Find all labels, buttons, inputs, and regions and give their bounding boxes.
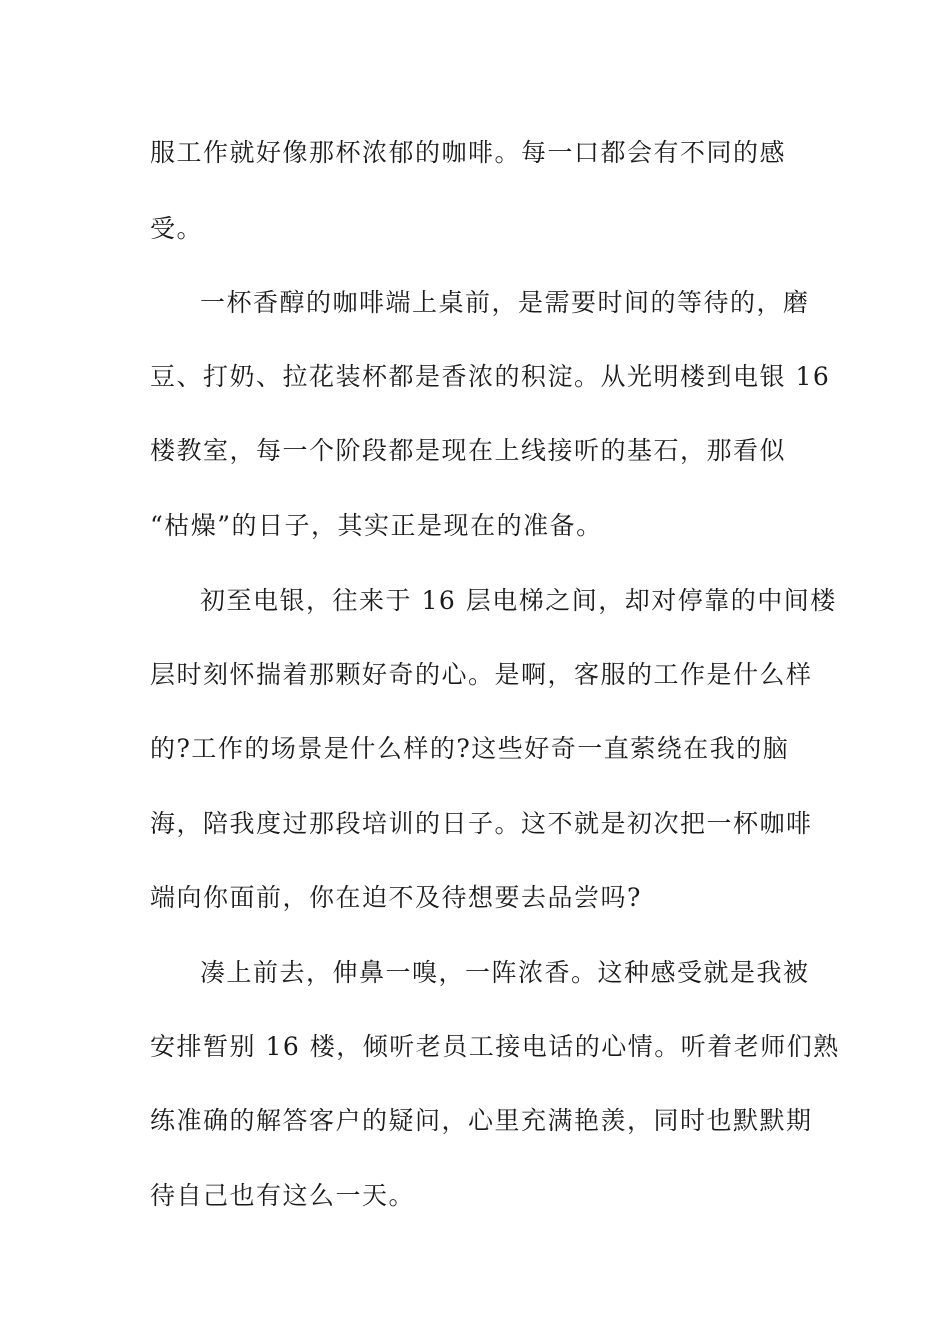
- paragraph-start-line: 初至电银，往来于 16 层电梯之间，却对停靠的中间楼: [200, 586, 837, 615]
- text-line: 豆、打奶、拉花装杯都是香浓的积淀。从光明楼到电银 16: [150, 362, 831, 391]
- text-line: 海，陪我度过那段培训的日子。这不就是初次把一杯咖啡: [150, 809, 813, 838]
- paragraph-start-line: 凑上前去，伸鼻一嗅，一阵浓香。这种感受就是我被: [200, 958, 810, 987]
- text-line: 练准确的解答客户的疑问，心里充满艳羡，同时也默默期: [150, 1106, 813, 1135]
- text-line: “枯燥”的日子，其实正是现在的准备。: [150, 511, 603, 540]
- text-line: 受。: [150, 214, 204, 243]
- text-line: 服工作就好像那杯浓郁的咖啡。每一口都会有不同的感: [150, 138, 787, 167]
- paragraph-start-line: 一杯香醇的咖啡端上桌前，是需要时间的等待的，磨: [200, 288, 810, 317]
- text-line: 层时刻怀揣着那颗好奇的心。是啊，客服的工作是什么样: [150, 660, 813, 689]
- text-line: 楼教室，每一个阶段都是现在上线接听的基石，那看似: [150, 436, 787, 465]
- text-line: 安排暂别 16 楼，倾听老员工接电话的心情。听着老师们熟: [150, 1032, 840, 1061]
- text-line: 的?工作的场景是什么样的?这些好奇一直萦绕在我的脑: [150, 734, 790, 763]
- text-line: 端向你面前，你在迫不及待想要去品尝吗?: [150, 883, 642, 912]
- text-line: 待自己也有这么一天。: [150, 1181, 416, 1210]
